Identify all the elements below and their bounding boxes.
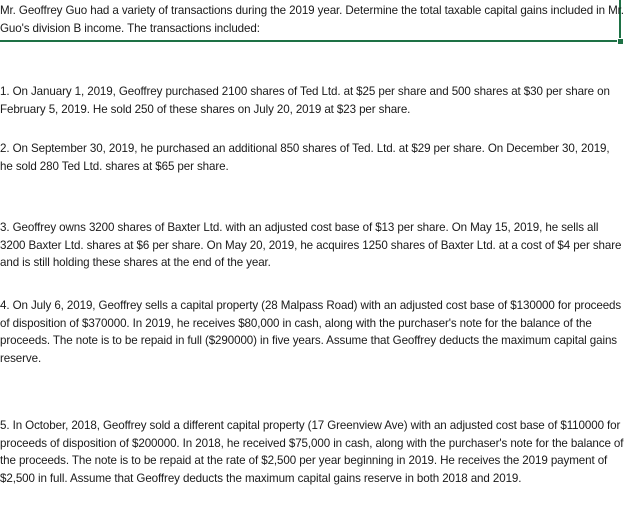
transaction-1-text[interactable]: 1. On January 1, 2019, Geoffrey purchased 2100 shares of Ted Ltd. at $25 per share and 500 shares at $30 per share on February 5, 2019. He sold 250 of these shares on July 20, 2019 at $23 per share. (0, 85, 610, 116)
transaction-2-text[interactable]: 2. On September 30, 2019, he purchased an additional 850 shares of Ted. Ltd. at $29 per share. On December 30, 2019, he sold 280 Ted Ltd. shares at $65 per share. (0, 142, 610, 173)
fill-handle[interactable] (617, 38, 624, 45)
transaction-5-text[interactable]: 5. In October, 2018, Geoffrey sold a different capital property (17 Greenview Ave) with an adjusted cost base of $110000 for proceeds of disposition of $200000. In 2018, he received $75,000 in cash, along with the purchaser's note for the balance of the proceeds. The note is to be repaid at the rate of $2,500 per year beginning in 2019. He receives the 2019 payment of $2,500 in full. Assume that Geoffrey deducts the maximum capital gains reserve in both 2018 and 2019. (0, 419, 624, 485)
transaction-4-text[interactable]: 4. On July 6, 2019, Geoffrey sells a capital property (28 Malpass Road) with an adjusted cost base of $130000 for proceeds of disposition of $370000. In 2019, he receives $80,000 in cash, along with the purchaser's note for the balance of the proceeds. The note is to be repaid in full ($290000) in five years. Assume that Geoffrey deducts the maximum capital gains reserve. (0, 299, 622, 365)
intro-question-text[interactable]: Mr. Geoffrey Guo had a variety of transactions during the 2019 year. Determine the total taxable capital gains included in Mr. Guo's division B income. The transactions included: (0, 4, 624, 35)
transaction-3-text[interactable]: 3. Geoffrey owns 3200 shares of Baxter Ltd. with an adjusted cost base of $13 per share. On May 15, 2019, he sells all 3200 Baxter Ltd. shares at $6 per share. On May 20, 2019, he acquires 1250 shares of Baxter Ltd. at a cost of $4 per share and is still holding these shares at the end of the year. (0, 221, 622, 270)
